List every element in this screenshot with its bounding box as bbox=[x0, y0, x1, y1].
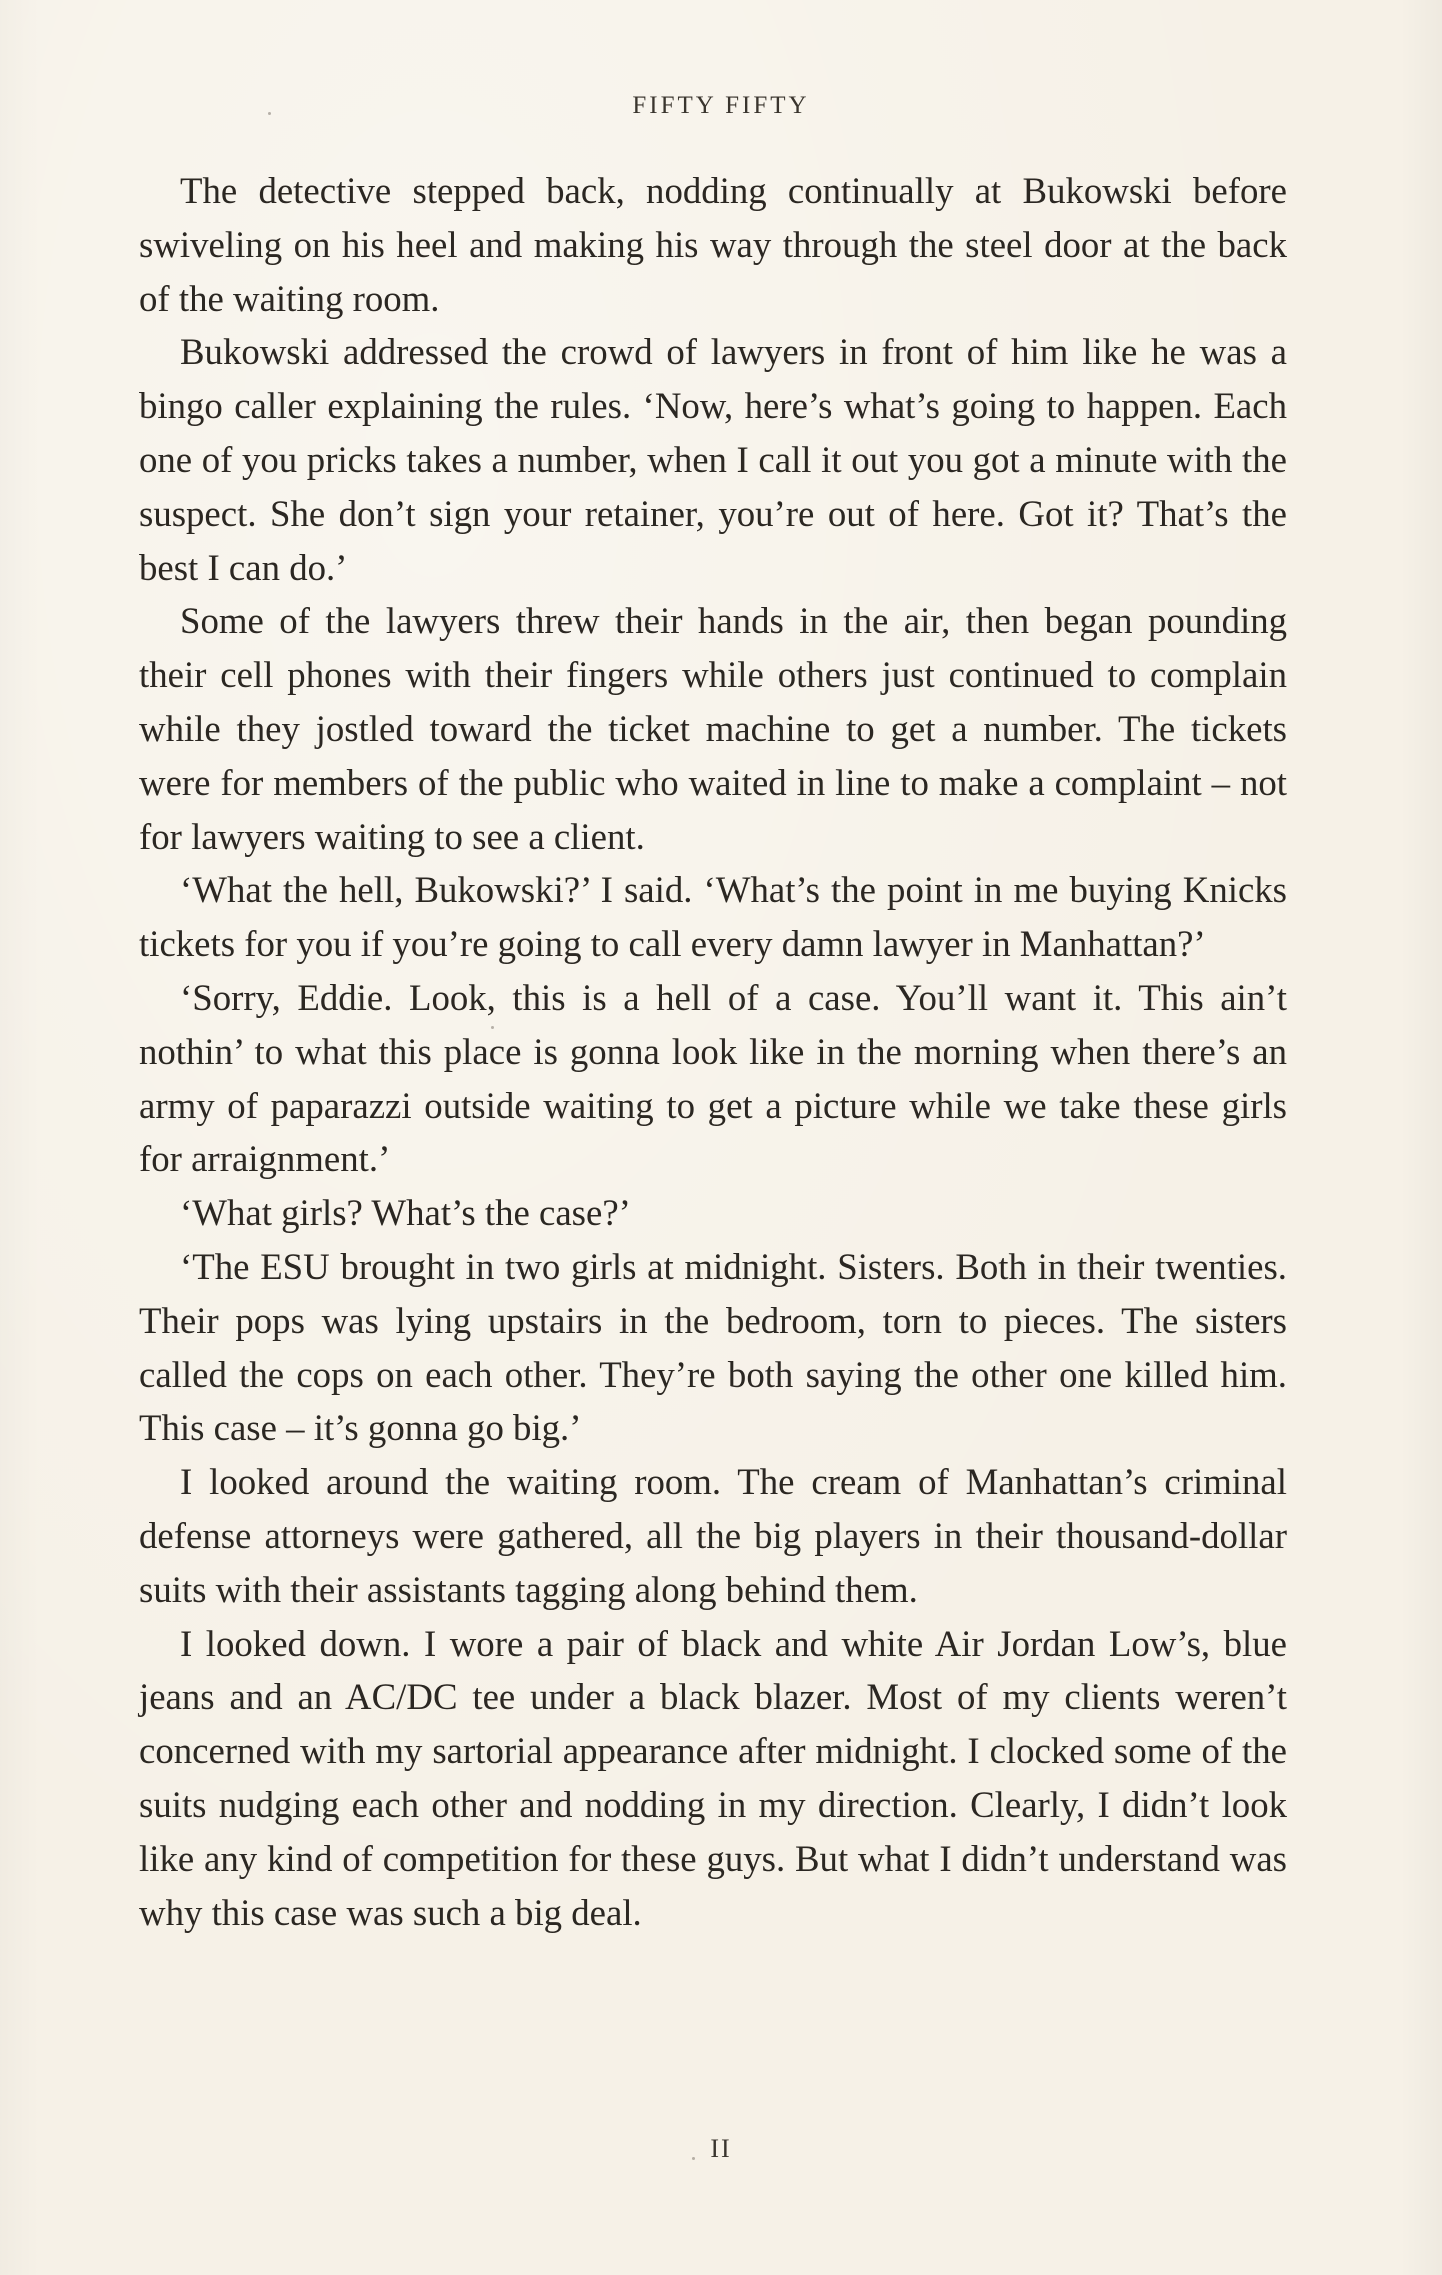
paragraph: The detective stepped back, nodding continually at Bukowski before swiveling on his heel and making his way through the steel door at the back of the waiting room. bbox=[139, 170, 1287, 319]
paragraph: ‘What girls? What’s the case?’ bbox=[180, 1192, 631, 1234]
paragraph: I looked down. I wore a pair of black and white Air Jordan Low’s, blue jeans and an AC/DC tee under a black blazer. Most of my clients weren’t concerned with my sartorial appearance after midnight. I clocked some of the suits nudging each other and nodding in my direction. Clearly, I didn’t look like any kind of competition for these guys. But what I didn’t understand was why this case was such a big deal. bbox=[139, 1622, 1287, 1933]
paper-speck bbox=[268, 112, 271, 115]
paragraph: I looked around the waiting room. The cream of Manhattan’s criminal defense attorneys were gathered, all the big players in their thousand-dollar suits with their assistants tagging along behind them. bbox=[139, 1461, 1287, 1610]
page-number: II bbox=[710, 2134, 732, 2163]
paper-speck bbox=[692, 2157, 695, 2160]
paper-speck bbox=[491, 1026, 494, 1029]
body-text bbox=[139, 164, 1287, 1939]
running-head: FIFTY FIFTY bbox=[632, 92, 810, 119]
paragraph: ‘What the hell, Bukowski?’ I said. ‘What’s the point in me buying Knicks tickets for you if you’re going to call every damn lawyer in Manhattan?’ bbox=[139, 869, 1287, 965]
paragraph: Bukowski addressed the crowd of lawyers in front of him like he was a bingo caller explaining the rules. ‘Now, here’s what’s going to happen. Each one of you pricks takes a number, when I call it out you got a minute with the suspect. She don’t sign your retainer, you’re out of here. Got it? That’s the best I can do.’ bbox=[139, 331, 1287, 588]
paragraph: Some of the lawyers threw their hands in the air, then began pounding their cell phones with their fingers while others just continued to complain while they jostled toward the ticket machine to get a number. The tickets were for members of the public who waited in line to make a complaint – not for lawyers waiting to see a client. bbox=[139, 600, 1287, 857]
paragraph: ‘The ESU brought in two girls at midnight. Sisters. Both in their twenties. Their pops was lying upstairs in the bedroom, torn to pieces. The sisters called the cops on each other. They’re both saying the other one killed him. This case – it’s gonna go big.’ bbox=[139, 1245, 1287, 1449]
paragraph: ‘Sorry, Eddie. Look, this is a hell of a case. You’ll want it. This ain’t nothin’ to what this place is gonna look like in the morning when there’s an army of paparazzi outside waiting to get a picture while we take these girls for arraignment.’ bbox=[139, 976, 1287, 1180]
